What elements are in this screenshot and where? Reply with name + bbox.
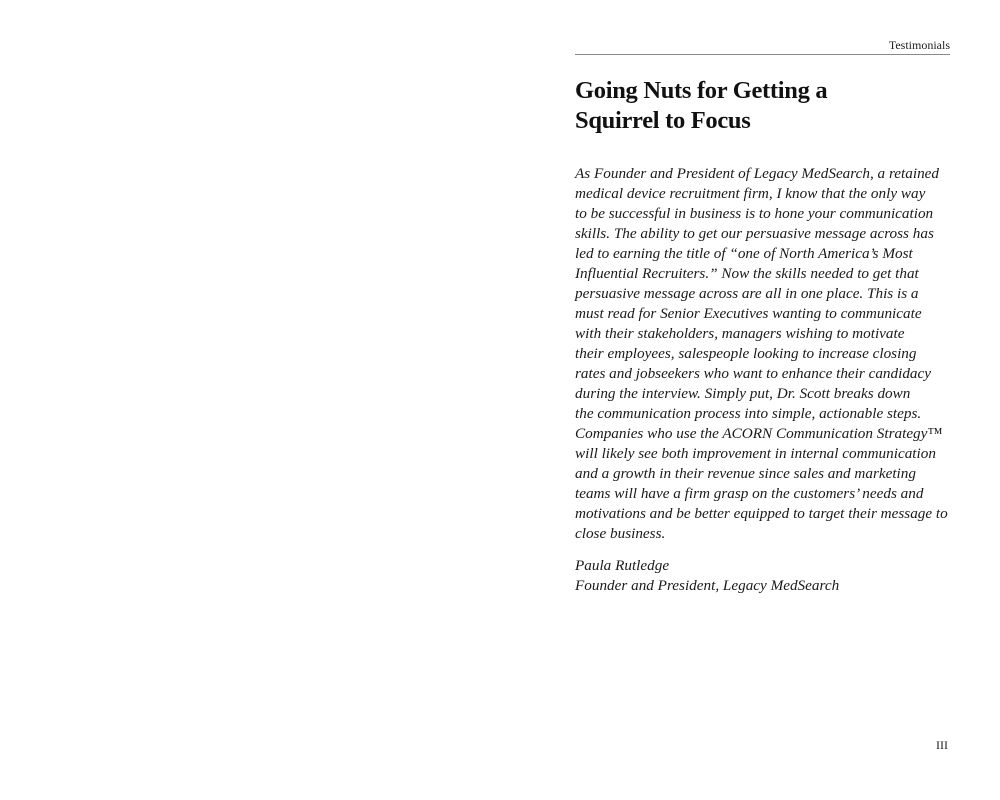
- header-rule: [575, 54, 950, 55]
- body-line: must read for Senior Executives wanting to communicate: [575, 305, 922, 322]
- body-line: persuasive message across are all in one place. This is a: [575, 285, 919, 302]
- body-line: teams will have a firm grasp on the customers’ needs and: [575, 485, 924, 502]
- body-line: As Founder and President of Legacy MedSearch, a retained: [575, 165, 939, 182]
- body-line: and a growth in their revenue since sales and marketing: [575, 465, 916, 482]
- page-number: III: [936, 738, 948, 752]
- body-line: during the interview. Simply put, Dr. Scott breaks down: [575, 385, 911, 402]
- right-page: [500, 0, 1000, 800]
- signature-name: Paula Rutledge: [575, 557, 670, 574]
- running-head: Testimonials: [888, 38, 950, 52]
- testimonial-body: [575, 164, 960, 544]
- body-line: their employees, salespeople looking to increase closing: [575, 345, 917, 362]
- body-line: close business.: [575, 525, 666, 542]
- body-line: medical device recruitment firm, I know that the only way: [575, 185, 926, 202]
- body-line: motivations and be better equipped to target their message to: [575, 505, 948, 522]
- body-line: led to earning the title of “one of North America’s Most: [575, 245, 913, 262]
- body-line: skills. The ability to get our persuasive message across has: [575, 225, 934, 242]
- body-line: with their stakeholders, managers wishing to motivate: [575, 325, 905, 342]
- body-line: the communication process into simple, actionable steps.: [575, 405, 922, 422]
- title-line: Squirrel to Focus: [575, 107, 751, 134]
- body-line: to be successful in business is to hone your communication: [575, 205, 934, 222]
- title-line: Going Nuts for Getting a: [575, 77, 828, 104]
- signature-role: Founder and President, Legacy MedSearch: [575, 577, 840, 594]
- page-title: [575, 76, 955, 136]
- body-line: will likely see both improvement in internal communication: [575, 445, 936, 462]
- signature-block: [575, 556, 960, 596]
- body-line: Influential Recruiters.” Now the skills needed to get that: [575, 265, 919, 282]
- body-line: Companies who use the ACORN Communication Strategy™: [575, 425, 943, 442]
- body-line: rates and jobseekers who want to enhance their candidacy: [575, 365, 931, 382]
